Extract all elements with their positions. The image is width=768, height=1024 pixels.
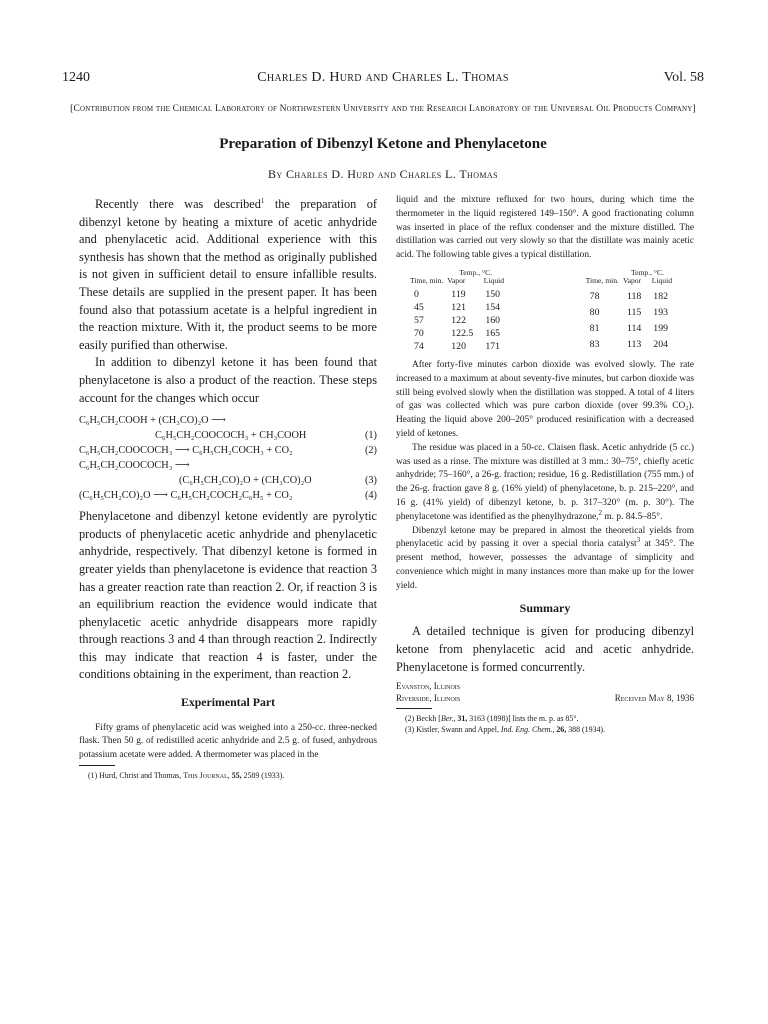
left-column	[79, 196, 377, 781]
residue-paragraph	[396, 442, 694, 525]
equation-4	[79, 488, 377, 503]
table-body	[408, 288, 506, 353]
equation-1-line-1	[79, 413, 377, 428]
footnote-volume: 31,	[455, 714, 468, 724]
distillation-table	[396, 269, 694, 353]
vapor-temp-cell: 120	[451, 340, 466, 352]
equation-3-line-2	[79, 473, 377, 488]
affiliation-block	[396, 680, 694, 706]
reaction-intro-paragraph: In addition to dibenzyl ketone it has been found that phenylacetone is also a product of the reaction. These steps account for the changes which occur	[79, 355, 377, 405]
vapor-temp-cell: 118	[626, 290, 642, 302]
table-row	[408, 327, 506, 340]
equation-number: (4)	[364, 490, 377, 502]
temp-label: Temp., °C.	[459, 267, 493, 277]
page-number: 1240	[62, 70, 90, 85]
liquid-temp-cell: 171	[485, 340, 501, 352]
footnote-ref-1[interactable]: 1	[260, 196, 265, 205]
liquid-temp-cell: 154	[485, 301, 501, 313]
table-body	[584, 288, 674, 353]
intro-paragraph	[79, 196, 377, 354]
vapor-temp-cell: 122	[451, 314, 466, 326]
time-cell: 81	[589, 323, 600, 335]
alt-text-start: Dibenzyl ketone may be prepared in almost the theoretical yields from phenylacetic acid by passing it over a special thoria catalyst	[396, 525, 694, 550]
equation-text: (C₆H₅CH₂CO)₂O + (CH₃CO)₂O	[179, 475, 312, 487]
header-authors: Charles D. Hurd and Charles L. Thomas	[257, 70, 509, 85]
equation-text: C₆H₅CH₂COOH + (CH₃CO)₂O ⟶	[79, 415, 226, 427]
place-evanston: Evanston, Illinois	[396, 681, 461, 692]
vapor-temp-cell: 114	[626, 323, 642, 335]
time-cell: 83	[589, 339, 600, 351]
footnote-1	[79, 770, 377, 781]
time-cell: 78	[589, 290, 600, 302]
footnote-volume: 26,	[554, 725, 567, 735]
time-column-header: Time, min.	[410, 276, 444, 286]
footnote-rule	[396, 708, 432, 709]
gas-evolution-paragraph: After forty-five minutes carbon dioxide was evolved slowly. The rate increased to a maximum at about seventy-five minutes, but carbon dioxide was still being evolved slowly when the distillation was stopped. A total of 4 liters of gas was collected which was pure carbon dioxide (over 99.3% CO₂). Heating the liquid above 200–205° produced resinification with a decreased yield of ketones.	[396, 359, 694, 439]
byline: By Charles D. Hurd and Charles L. Thomas	[268, 167, 498, 181]
time-cell: 57	[414, 314, 424, 326]
footnote-text: 3163 (1898)] lists the m. p. as 85°.	[467, 714, 579, 724]
table-row	[408, 314, 506, 327]
liquid-temp-cell: 150	[485, 288, 501, 300]
footnote-text: 388 (1934).	[566, 725, 606, 735]
temp-column-header	[621, 269, 674, 288]
footnote-journal: Ind. Eng. Chem.,	[500, 725, 555, 735]
residue-text-end: m. p. 84.5–85°.	[602, 511, 663, 522]
footnote-journal: This Journal,	[183, 771, 230, 781]
procedure-paragraph: liquid and the mixture refluxed for two hours, during which time the thermometer in the liquid registered 149–150°. A good fractionating column was inserted in place of the reflux condenser and the mixture distilled. The distillation was carried out very slowly so that the distillate was mainly acetic acid. The following table gives a typical distillation.	[396, 195, 694, 261]
footnote-rule	[79, 765, 115, 766]
affiliation-places	[396, 680, 460, 704]
table-row	[584, 320, 674, 336]
temp-subheaders	[447, 277, 504, 286]
equation-number: (2)	[364, 445, 377, 457]
table-header-row	[408, 269, 506, 288]
liquid-temp-cell: 193	[653, 306, 668, 318]
liquid-temp-cell: 204	[653, 339, 668, 351]
received-date: Received May 8, 1936	[614, 693, 694, 704]
intro-text-end: the preparation of dibenzyl ketone by heating a mixture of acetic anhydride and phenylacetic acid. Additional experience with this synthesis has shown that the method as originally published is not given in sufficient detail to ensure infallible results. These details are supplied in the present paper. It has been found also that potassium acetate is a helpful ingredient in the reaction mixture. With it, the product seems to be more easily purified than otherwise.	[79, 197, 378, 352]
vapor-label: Vapor	[622, 276, 642, 286]
intro-text-start: Recently there was described	[95, 197, 261, 211]
table-row	[408, 340, 506, 353]
temp-column-header	[445, 269, 506, 288]
footnote-text: 2589 (1933).	[241, 771, 285, 781]
experimental-heading: Experimental Part	[180, 695, 276, 710]
equation-text: C₆H₅CH₂COOCOCH₃ + CH₃COOH	[155, 430, 307, 442]
table-row	[584, 288, 674, 304]
summary-paragraph: A detailed technique is given for producing dibenzyl ketone from phenylacetic acid and acetic anhydride. Phenylacetone is formed concurrently.	[396, 624, 694, 674]
liquid-label: Liquid	[651, 276, 672, 286]
footnote-ref-2[interactable]: 2	[598, 508, 603, 517]
vapor-temp-cell: 113	[626, 339, 642, 351]
vapor-temp-cell: 122.5	[451, 327, 474, 339]
experimental-paragraph: Fifty grams of phenylacetic acid was weighed into a 250-cc. three-necked flask. Then 50 g. of redistilled acetic anhydride and 2.5 g. of fused, anhydrous potassium acetate were added. A thermometer was placed in the	[79, 722, 377, 761]
distillation-table-right	[584, 269, 674, 353]
discussion-paragraph: Phenylacetone and dibenzyl ketone evidently are pyrolytic products of phenylacetic acetic anhydride and phenylacetic anhydride, respectively. That dibenzyl ketone is formed in greater yields than phenylacetone is evidence that reaction 3 has a greater reaction rate than reaction 2. Or, if reaction 3 is an equilibrium reaction the evidence would indicate that phenylacetic acetic anhydride disappears more rapidly through reactions 3 and 4 than through reaction 2. Indirectly this may indicate that reaction 4 is faster, under the conditions obtaining in the experiment, than reaction 2.	[79, 509, 377, 682]
vapor-temp-cell: 115	[626, 306, 642, 318]
reaction-equations	[79, 413, 377, 503]
article-title: Preparation of Dibenzyl Ketone and Phenylacetone	[219, 136, 547, 152]
vapor-temp-cell: 119	[451, 288, 466, 300]
footnote-ref-3[interactable]: 3	[636, 536, 641, 545]
right-column	[396, 194, 694, 735]
contribution-note: [Contribution from the Chemical Laboratory of Northwestern University and the Research Laboratory of the Universal Oil Products Company]	[70, 104, 696, 114]
temp-label: Temp., °C.	[631, 267, 664, 277]
footnote-text: (2) Beckh [	[405, 714, 441, 724]
table-row	[408, 301, 506, 314]
equation-number: (1)	[364, 430, 377, 442]
time-cell: 80	[589, 306, 600, 318]
footnote-3	[396, 724, 694, 735]
time-cell: 74	[414, 340, 424, 352]
liquid-temp-cell: 165	[485, 327, 501, 339]
equation-text: (C₆H₅CH₂CO)₂O ⟶ C₆H₅CH₂COCH₂C₆H₅ + CO₂	[79, 490, 293, 502]
equation-text: C₆H₅CH₂COOCOCH₃ ⟶ C₆H₅CH₂COCH₃ + CO₂	[79, 445, 293, 457]
table-row	[408, 288, 506, 301]
footnote-text: (1) Hurd, Christ and Thomas,	[88, 771, 184, 781]
table-row	[584, 337, 674, 353]
volume-number: Vol. 58	[663, 70, 704, 85]
liquid-temp-cell: 199	[653, 323, 668, 335]
equation-3-line-1	[79, 458, 377, 473]
liquid-label: Liquid	[483, 276, 505, 286]
equation-text: C₆H₅CH₂COOCOCH₃ ⟶	[79, 460, 190, 472]
time-cell: 70	[414, 327, 424, 339]
liquid-temp-cell: 182	[653, 290, 668, 302]
alt-text-end: at 345°. The present method, however, possesses the advantage of simplicity and convenience which might in many instances more than make up for the lower yield.	[396, 539, 694, 591]
equation-1-line-2	[79, 428, 377, 443]
equation-2	[79, 443, 377, 458]
table-row	[584, 304, 674, 320]
time-column-header: Time, min.	[585, 276, 619, 286]
footnote-volume: 55,	[229, 771, 242, 781]
residue-text: The residue was placed in a 50-cc. Claisen flask. Acetic anhydride (5 cc.) was used as a rinse. The mixture was distilled at 3 mm.: 30–75°, chiefly acetic anhydride; 75–160°, a 26-g. fraction; residue, 16 g. Redistillation (755 mm.) of the 26-g. fraction gave 8 g. (16% yield) of phenylacetone, b. p. 215–220°, and 16 g. (41% yield) of dibenzyl ketone, b. p. 317–320° (m. p. 30°). The phenylacetone was identified as the phenylhydrazone,	[396, 442, 694, 522]
time-cell: 0	[414, 288, 419, 300]
summary-heading: Summary	[519, 600, 571, 615]
running-header	[62, 70, 704, 90]
place-riverside: Riverside, Illinois	[396, 693, 461, 704]
vapor-label: Vapor	[447, 276, 466, 286]
footnote-2	[396, 713, 694, 724]
table-header-row	[584, 269, 674, 288]
time-cell: 45	[414, 301, 424, 313]
vapor-temp-cell: 121	[451, 301, 466, 313]
footnote-text: (3) Kistler, Swann and Appel,	[405, 725, 501, 735]
equation-number: (3)	[364, 475, 377, 487]
distillation-table-left	[408, 269, 506, 353]
alternative-method-paragraph	[396, 525, 694, 594]
temp-subheaders	[623, 277, 672, 286]
footnote-journal: Ber.,	[440, 714, 456, 724]
liquid-temp-cell: 160	[485, 314, 501, 326]
